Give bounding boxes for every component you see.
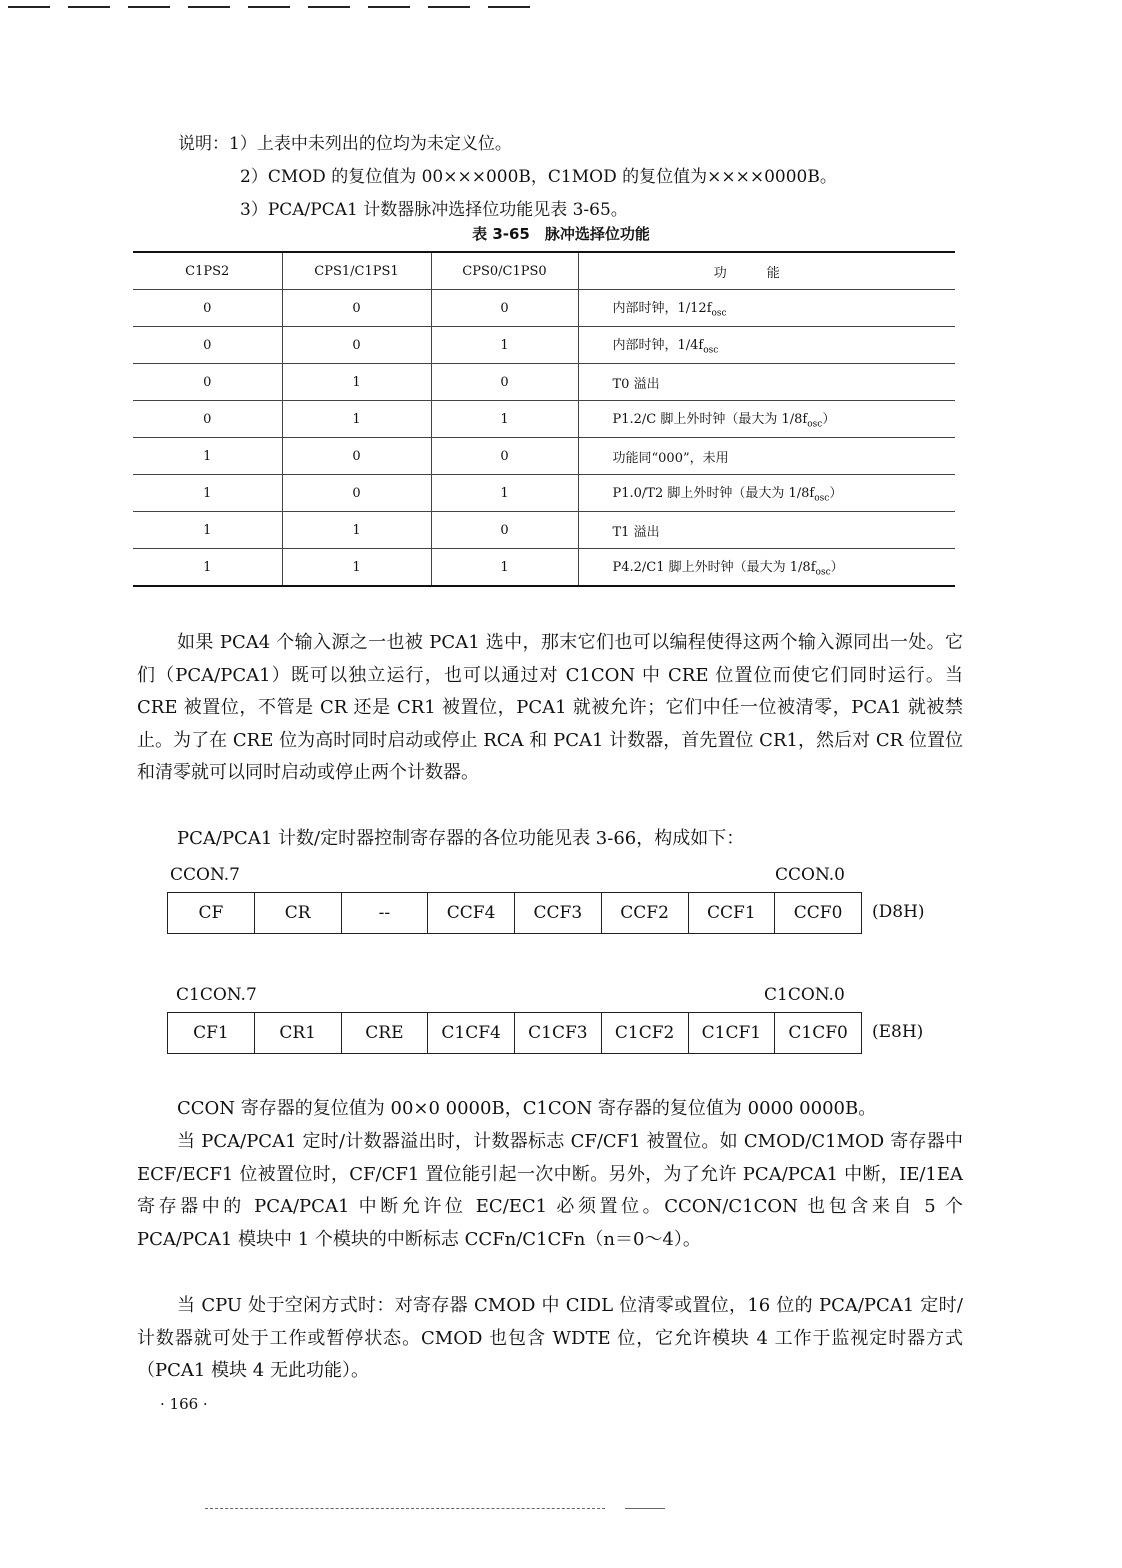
table-row [133,364,955,401]
ccon-bit-5: -- [342,893,429,933]
paragraph-4 [137,1126,963,1256]
table-row [133,401,955,438]
paragraph-3 [137,1093,963,1126]
function-text: T0 溢出 [612,376,660,392]
ccon-register [167,892,862,934]
cell-cps1: 1 [282,401,431,438]
table-row [133,475,955,512]
ccon-bit-7: CF [168,893,255,933]
page-number: · 166 · [160,1395,208,1413]
cell-cps0: 0 [431,290,578,327]
paragraph-3-text: CCON 寄存器的复位值为 00×0 0000B，C1CON 寄存器的复位值为 0000 0000B。 [177,1098,877,1119]
notes-block [178,128,837,227]
function-tail: ） [829,486,843,502]
cell-function [578,438,955,475]
c1con-address: (E8H) [872,1022,924,1042]
ccon-bit-0: CCF0 [775,893,862,933]
table-row [133,512,955,549]
cell-cps1: 0 [282,438,431,475]
paragraph-4-text: 当 PCA/PCA1 定时/计数器溢出时，计数器标志 CF/CF1 被置位。如 CMOD/C1MOD 寄存器中 ECF/ECF1 位被置位时，CF/CF1 置位能引起一次中断。另外，为了允许 PCA/PCA1 中断，IE/1EA 寄存器中的 PCA/PCA1 中断允许位 EC/EC1 必须置位。CCON/C1CON 也包含来自 5 个 PCA/PCA1 模块中 1 个模块的中断标志 CCFn/C1CFn（n＝0～4）。 [137,1131,963,1250]
paragraph-1-text: 如果 PCA4 个输入源之一也被 PCA1 选中，那末它们也可以编程使得这两个输入源同出一处。它们（PCA/PCA1）既可以独立运行，也可以通过对 C1CON 中 CRE 位置位而使它们同时运行。当 CRE 被置位，不管是 CR 还是 CR1 被置位，PCA1 就被允许；它们中任一位被清零，PCA1 就被禁止。为了在 CRE 位为高时同时启动或停止 RCA 和 PCA1 计数器，首先置位 CR1，然后对 CR 位置位和清零就可以同时启动或停止两个计数器。 [137,632,963,783]
function-text: 内部时钟，1/12f [612,301,712,317]
function-text: P1.2/C 脚上外时钟（最大为 1/8f [612,412,808,428]
ccon-bit-3: CCF3 [515,893,602,933]
function-subscript: osc [807,419,823,430]
cell-c1ps2: 0 [133,364,282,401]
function-text: P4.2/C1 脚上外时钟（最大为 1/8f [612,560,816,576]
table-row [133,549,955,587]
function-text: T1 溢出 [612,524,660,540]
ccon-left-label: CCON.7 [170,865,240,885]
cell-function [578,364,955,401]
cell-c1ps2: 1 [133,475,282,512]
ccon-bit-6: CR [255,893,342,933]
ccon-address: (D8H) [872,902,925,922]
c1con-bit-4: C1CF4 [428,1013,515,1053]
cell-c1ps2: 0 [133,327,282,364]
cell-cps1: 0 [282,475,431,512]
paragraph-2 [137,823,963,856]
cell-cps1: 0 [282,327,431,364]
paragraph-5-text: 当 CPU 处于空闲方式时：对寄存器 CMOD 中 CIDL 位清零或置位，16 位的 PCA/PCA1 定时/计数器就可处于工作或暂停状态。CMOD 也包含 WDTE 位，它允许模块 4 工作于监视定时器方式（PCA1 模块 4 无此功能）。 [137,1295,963,1381]
cell-cps0: 1 [431,401,578,438]
header-function: 功能 [578,252,955,290]
cell-function [578,290,955,327]
cell-function [578,549,955,587]
header-cps1: CPS1/C1PS1 [282,252,431,290]
cell-function [578,327,955,364]
cell-cps1: 1 [282,549,431,587]
cell-cps0: 0 [431,438,578,475]
top-dash-decoration [0,6,540,10]
cell-cps0: 0 [431,364,578,401]
c1con-bit-2: C1CF2 [602,1013,689,1053]
cell-cps0: 1 [431,475,578,512]
table-header-row [133,252,955,290]
c1con-bit-0: C1CF0 [775,1013,862,1053]
cell-function [578,401,955,438]
function-text: P1.0/T2 脚上外时钟（最大为 1/8f [612,486,815,502]
cell-c1ps2: 1 [133,438,282,475]
table-row [133,438,955,475]
function-subscript: osc [711,308,727,319]
bottom-short-rule [625,1508,665,1509]
c1con-bit-5: CRE [342,1013,429,1053]
c1con-bit-6: CR1 [255,1013,342,1053]
header-c1ps2: C1PS2 [133,252,282,290]
function-text: 内部时钟，1/4f [612,338,704,354]
note-line-1: 说明：1）上表中未列出的位均为未定义位。 [178,134,512,154]
function-subscript: osc [703,345,719,356]
table-row [133,290,955,327]
cell-cps1: 0 [282,290,431,327]
note-line-3: 3）PCA/PCA1 计数器脉冲选择位功能见表 3-65。 [240,200,628,220]
table-title: 表 3-65 脉冲选择位功能 [472,225,650,243]
function-tail: ） [822,412,836,428]
cell-c1ps2: 1 [133,512,282,549]
cell-cps0: 0 [431,512,578,549]
c1con-bit-3: C1CF3 [515,1013,602,1053]
paragraph-2-text: PCA/PCA1 计数/定时器控制寄存器的各位功能见表 3-66，构成如下： [177,828,745,849]
table-row [133,327,955,364]
function-tail: ） [830,560,844,576]
c1con-bit-1: C1CF1 [689,1013,776,1053]
ccon-bit-2: CCF2 [602,893,689,933]
bottom-dashed-rule [205,1508,605,1509]
ccon-bit-4: CCF4 [428,893,515,933]
cell-function [578,475,955,512]
pulse-select-table [133,251,955,587]
function-text: 功能同“000”，未用 [612,450,729,466]
c1con-right-label: C1CON.0 [764,985,845,1005]
cell-cps1: 1 [282,364,431,401]
c1con-left-label: C1CON.7 [176,985,257,1005]
paragraph-1 [137,627,963,790]
cell-cps1: 1 [282,512,431,549]
cell-cps0: 1 [431,327,578,364]
c1con-bit-7: CF1 [168,1013,255,1053]
cell-function [578,512,955,549]
cell-c1ps2: 0 [133,290,282,327]
cell-cps0: 1 [431,549,578,587]
function-subscript: osc [815,567,831,578]
function-subscript: osc [814,493,830,504]
note-line-2: 2）CMOD 的复位值为 00×××000B，C1MOD 的复位值为××××0000B。 [240,167,837,187]
ccon-right-label: CCON.0 [775,865,845,885]
ccon-bit-1: CCF1 [689,893,776,933]
cell-c1ps2: 0 [133,401,282,438]
header-cps0: CPS0/C1PS0 [431,252,578,290]
cell-c1ps2: 1 [133,549,282,587]
paragraph-5 [137,1290,963,1388]
c1con-register [167,1012,862,1054]
